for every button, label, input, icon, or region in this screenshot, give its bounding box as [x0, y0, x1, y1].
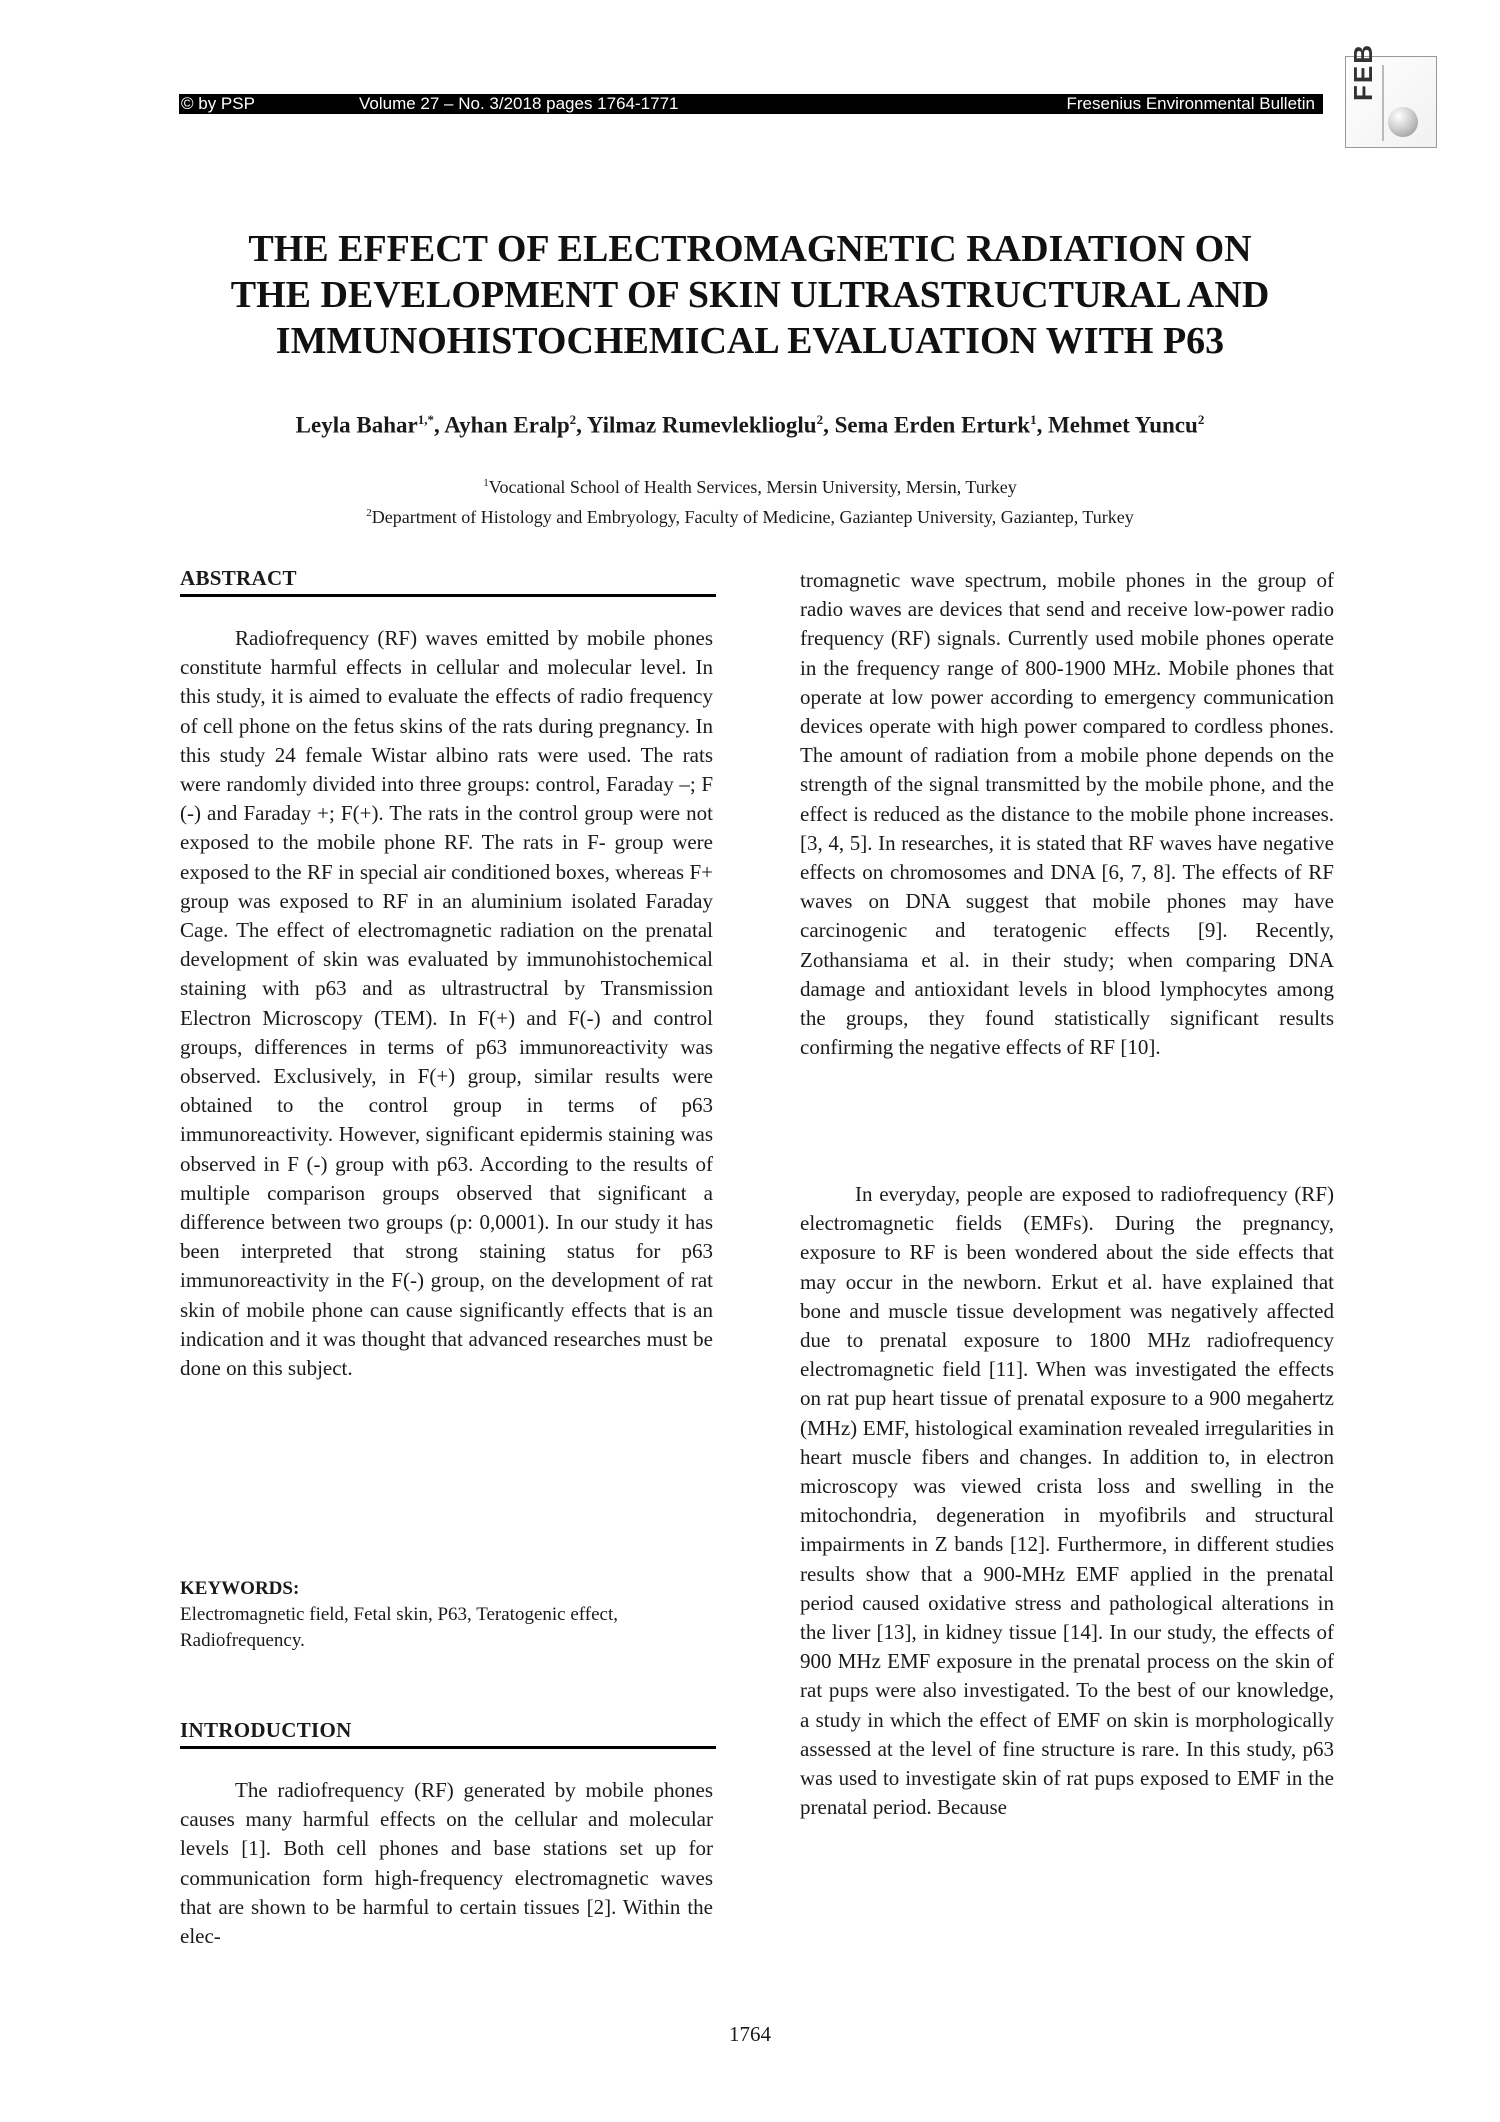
introduction-rule	[180, 1746, 716, 1749]
introduction-heading: INTRODUCTION	[180, 1718, 352, 1742]
journal-header-bar	[179, 94, 1323, 114]
introduction-paragraph-1-continued: tromagnetic wave spectrum, mobile phones in the group of radio waves are devices that send and receive low-power radio frequency (RF) signals. Currently used mobile phones operate in the frequency range of 800-1900 MHz. Mobile phones that operate at low power according to emergency communication devices operate with high power compared to cordless phones. The amount of radiation from a mobile phone depends on the strength of the signal transmitted by the mobile phone, and the effect is reduced as the distance to the mobile phone increases. [3, 4, 5]. In researches, it is stated that RF waves have negative effects on chromosomes and DNA [6, 7, 8]. The effects of RF waves on DNA suggest that mobile phones may have carcinogenic and teratogenic effects [9]. Recently, Zothansiama et al. in their study; when comparing DNA damage and antioxidant levels in blood lymphocytes among the groups, they found statistically significant results confirming the negative effects of RF [10].	[800, 568, 1334, 1060]
affiliation-mark: 2	[366, 507, 372, 519]
title-line-2: THE DEVELOPMENT OF SKIN ULTRASTRUCTURAL AND	[230, 274, 1270, 316]
affiliation-1	[150, 470, 1350, 500]
author-separator: ,	[576, 412, 587, 438]
abstract-text: Radiofrequency (RF) waves emitted by mobile phones constitute harmful effects in cellular and molecular level. In this study, it is aimed to evaluate the effects of radio frequency of cell phone on the fetus skins of the rats during pregnancy. In this study 24 female Wistar albino rats were used. The rats were randomly divided into three groups: control, Faraday –; F (-) and Faraday +; F(+). The rats in the control group were not exposed to the mobile phone RF. The rats in F- group were exposed to the RF in special air conditioned boxes, whereas F+ group was exposed to RF in an aluminium isolated Faraday Cage. The effect of electromagnetic radiation on the prenatal development of skin was evaluated by immunohistochemical staining with p63 and as ultrastructral by Transmission Electron Microscopy (TEM). In F(+) and F(-) and control groups, differences in terms of p63 immunoreactivity was observed. Exclusively, in F(+) group, similar results were obtained to the control group in terms of p63 immunoreactivity. However, significant epidermis staining was observed in F (-) group with p63. According to the results of multiple comparison groups observed that significant a difference between two groups (p: 0,0001). In our study it has been interpreted that strong staining status for p63 immunoreactivity in the F(-) group, on the development of rat skin of mobile phone can cause significantly effects that is an indication and it was thought that advanced researches must be done on this subject.	[180, 626, 713, 1381]
header-copyright: © by PSP	[181, 94, 255, 113]
journal-logo	[1345, 43, 1437, 148]
author-separator: ,	[433, 412, 445, 438]
sphere-icon	[1388, 107, 1418, 137]
introduction-paragraph-2: In everyday, people are exposed to radiofrequency (RF) electromagnetic fields (EMFs). During the pregnancy, exposure to RF is been wondered about the side effects that may occur in the newborn. Erkut et al. have explained that bone and muscle tissue development was negatively affected due to prenatal exposure to 1800 MHz radiofrequency electromagnetic field [11]. When was investigated the effects on rat pup heart tissue of prenatal exposure to a 900 megahertz (MHz) EMF, histological examination revealed irregularities in heart muscle fibers and changes. In addition to, in electron microscopy was viewed crista loss and swelling in the mitochondria, degeneration in myofibrils and structural impairments in Z bands [12]. Furthermore, in different studies results show that a 900-MHz EMF applied in the prenatal period caused oxidative stress and pathological alterations in the liver [13], in kidney tissue [14]. In our study, the effects of 900 MHz EMF exposure in the prenatal process on the skin of rat pups were also investigated. To the best of our knowledge, a study in which the effect of EMF on skin is morphologically assessed at the level of fine structure is rare. In this study, p63 was used to investigate skin of rat pups exposed to EMF in the prenatal period. Because	[800, 1182, 1334, 1820]
author-list	[150, 412, 1350, 439]
title-line-3: IMMUNOHISTOCHEMICAL EVALUATION WITH P63	[275, 320, 1225, 362]
author-affiliation-mark: 1	[1030, 412, 1037, 427]
affiliation-text: Department of Histology and Embryology, Faculty of Medicine, Gaziantep University, Gaziantep, Turkey	[371, 507, 1134, 527]
affiliation-text: Vocational School of Health Services, Mersin University, Mersin, Turkey	[488, 477, 1017, 497]
keywords-heading: KEYWORDS:	[180, 1578, 300, 1599]
abstract-rule	[180, 594, 716, 597]
header-volume: Volume 27 – No. 3/2018 pages 1764-1771	[359, 94, 679, 113]
author-separator: ,	[1036, 412, 1049, 438]
introduction-paragraph-1: The radiofrequency (RF) generated by mobile phones causes many harmful effects on the cellular and molecular levels [1]. Both cell phones and base stations set up for communication form high-frequency electromagnetic waves that are shown to be harmful to certain tissues [2]. Within the elec-	[180, 1778, 713, 1949]
author-affiliation-mark: 2	[569, 412, 577, 427]
author-name: Ayhan Eralp	[444, 412, 570, 438]
author-name: Sema Erden Erturk	[834, 412, 1031, 438]
page-number: 1764	[729, 2022, 771, 2046]
keywords-text: Electromagnetic field, Fetal skin, P63, Teratogenic effect, Radiofrequency.	[180, 1604, 618, 1651]
affiliation-mark: 1	[483, 477, 489, 489]
logo-text: FEB	[1348, 43, 1378, 101]
title-line-1: THE EFFECT OF ELECTROMAGNETIC RADIATION ON	[248, 228, 1252, 270]
author-name: Yilmaz Rumevleklioglu	[586, 412, 817, 438]
header-journal: Fresenius Environmental Bulletin	[1066, 94, 1315, 113]
author-affiliation-mark: 1,*	[417, 412, 434, 427]
author-affiliation-mark: 2	[1197, 412, 1205, 427]
author-separator: ,	[823, 412, 835, 438]
author-name: Leyla Bahar	[295, 412, 418, 438]
abstract-heading: ABSTRACT	[180, 566, 297, 590]
affiliations	[150, 470, 1350, 530]
affiliation-2	[150, 500, 1350, 530]
author-affiliation-mark: 2	[816, 412, 824, 427]
logo-divider	[1382, 65, 1384, 141]
author-name: Mehmet Yuncu	[1048, 412, 1198, 438]
paper-title	[150, 226, 1350, 364]
